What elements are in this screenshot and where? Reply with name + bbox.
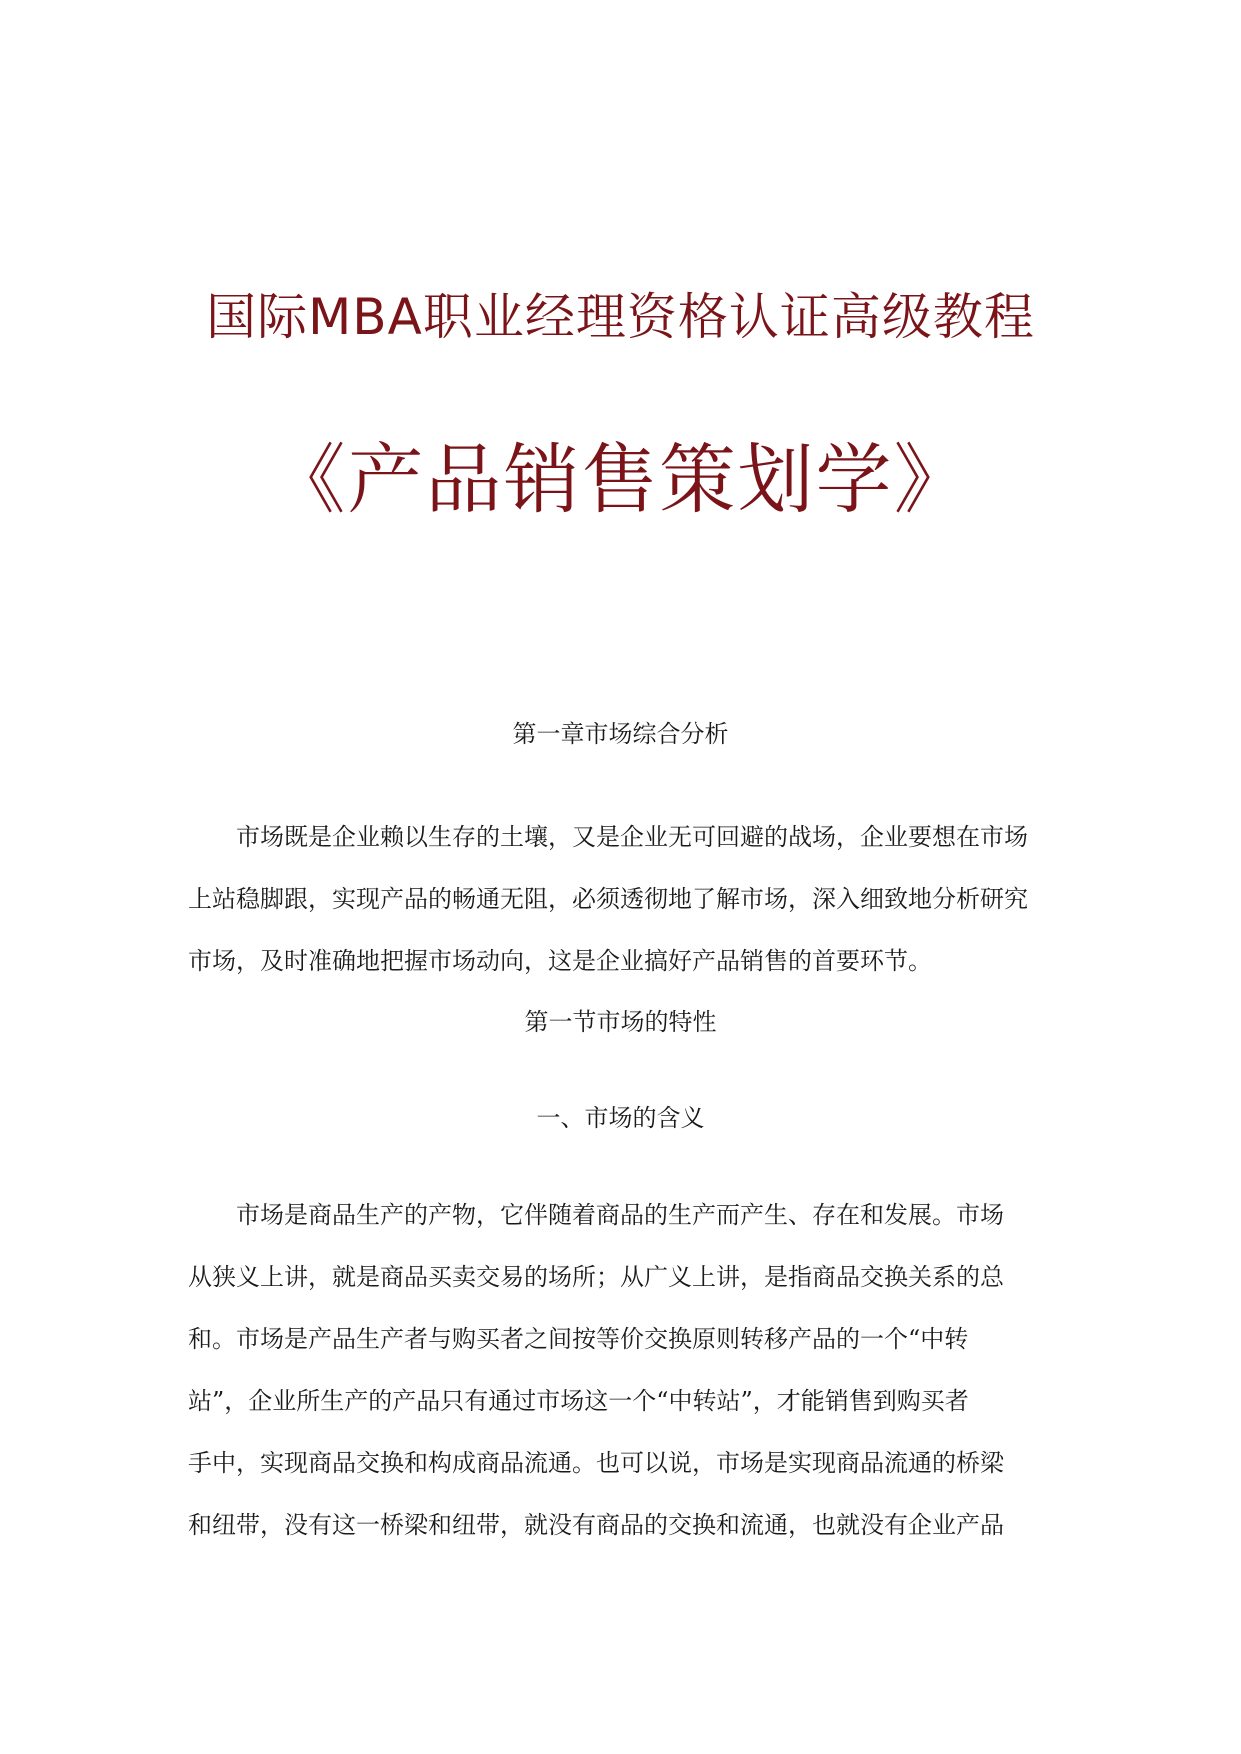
section-heading: 第一节市场的特性 bbox=[524, 1008, 717, 1036]
paragraph-line: 和纽带，没有这一桥梁和纽带，就没有商品的交换和流通，也就没有企业产品 bbox=[188, 1511, 1004, 1539]
paragraph-line: 市场既是企业赖以生存的土壤，又是企业无可回避的战场，企业要想在市场 bbox=[188, 823, 1028, 851]
paragraph-line: 站”，企业所生产的产品只有通过市场这一个“中转站”，才能销售到购买者 bbox=[188, 1387, 969, 1415]
paragraph-line: 上站稳脚跟，实现产品的畅通无阻，必须透彻地了解市场，深入细致地分析研究 bbox=[188, 885, 1028, 913]
paragraph-line: 市场，及时准确地把握市场动向，这是企业搞好产品销售的首要环节。 bbox=[188, 947, 932, 975]
chapter-heading: 第一章市场综合分析 bbox=[512, 720, 729, 748]
body-paragraph bbox=[188, 1184, 1068, 1556]
paragraph-line: 从狭义上讲，就是商品买卖交易的场所；从广义上讲，是指商品交换关系的总 bbox=[188, 1263, 1004, 1291]
paragraph-line: 市场是商品生产的产物，它伴随着商品的生产而产生、存在和发展。市场 bbox=[188, 1201, 1004, 1229]
intro-paragraph bbox=[188, 806, 1068, 992]
book-title: 《产品销售策划学》 bbox=[269, 435, 972, 524]
paragraph-line: 手中，实现商品交换和构成商品流通。也可以说，市场是实现商品流通的桥梁 bbox=[188, 1449, 1004, 1477]
subsection-heading: 一、市场的含义 bbox=[536, 1104, 705, 1132]
series-title: 国际MBA职业经理资格认证高级教程 bbox=[206, 288, 1035, 346]
paragraph-line: 和。市场是产品生产者与购买者之间按等价交换原则转移产品的一个“中转 bbox=[188, 1325, 969, 1353]
